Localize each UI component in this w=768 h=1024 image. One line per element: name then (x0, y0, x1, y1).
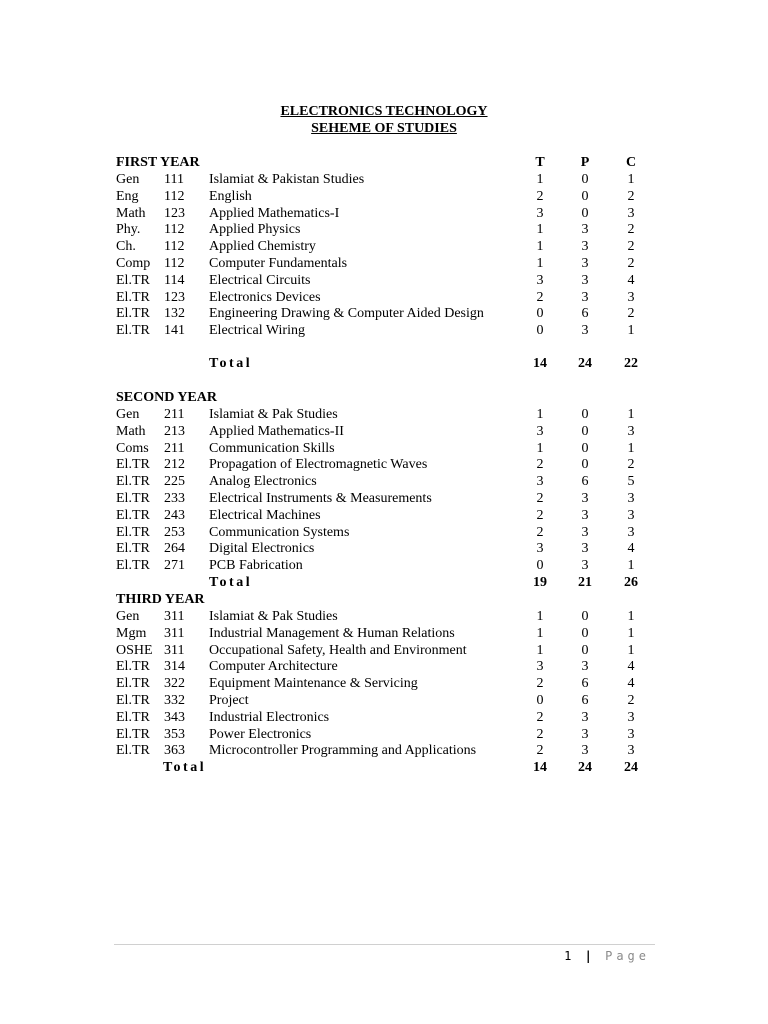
practical-hours: 0 (581, 609, 589, 624)
course-name: Applied Mathematics-I (209, 205, 340, 221)
year-heading: SECOND YEAR (116, 390, 217, 405)
course-dept: Gen (116, 407, 140, 422)
theory-hours: 1 (536, 642, 544, 658)
practical-hours: 6 (581, 474, 589, 490)
course-code: 123 (164, 289, 185, 305)
credit-hours: 3 (627, 507, 635, 523)
practical-hours: 3 (581, 323, 589, 339)
course-row (0, 406, 768, 423)
year-heading: THIRD YEAR (116, 592, 205, 607)
practical-hours: 3 (581, 524, 589, 540)
credit-hours: 1 (627, 440, 635, 456)
theory-hours: 3 (536, 541, 544, 557)
course-name: Electrical Machines (209, 507, 321, 523)
course-name: Communication Skills (209, 440, 335, 456)
course-name: Engineering Drawing & Computer Aided Design (209, 306, 484, 322)
theory-hours: 1 (536, 625, 544, 641)
course-row (0, 238, 768, 255)
credit-hours: 1 (627, 323, 635, 339)
theory-hours: 1 (536, 172, 544, 187)
course-name: Electronics Devices (209, 289, 321, 305)
course-row (0, 557, 768, 574)
credit-hours: 1 (627, 642, 635, 658)
credit-hours: 5 (627, 474, 635, 490)
course-row (0, 322, 768, 339)
theory-hours: 3 (536, 205, 544, 221)
credit-hours: 3 (627, 289, 635, 305)
course-dept: El.TR (116, 726, 150, 742)
credit-hours: 3 (627, 423, 635, 439)
theory-hours: 2 (536, 524, 544, 540)
credit-hours: 2 (627, 239, 635, 255)
page-number: 1 (564, 949, 572, 963)
total-label: Total (163, 760, 207, 775)
theory-hours: 2 (536, 491, 544, 506)
course-code: 363 (164, 743, 185, 759)
course-dept: Gen (116, 172, 140, 187)
theory-hours: 3 (536, 272, 544, 288)
course-dept: El.TR (116, 272, 150, 288)
title-line-2: SEHEME OF STUDIES (311, 121, 457, 136)
course-dept: El.TR (116, 676, 150, 692)
credit-hours: 2 (627, 256, 635, 271)
total-label: Total (209, 356, 253, 371)
course-dept: Phy. (116, 222, 141, 238)
course-row (0, 507, 768, 524)
course-name: Islamiat & Pakistan Studies (209, 172, 365, 187)
course-dept: El.TR (116, 323, 150, 339)
course-row (0, 658, 768, 675)
course-dept: Math (116, 205, 146, 221)
course-name: Computer Architecture (209, 659, 338, 675)
course-code: 322 (164, 676, 185, 692)
theory-hours: 2 (536, 289, 544, 305)
practical-hours: 6 (581, 306, 589, 322)
course-dept: Eng (116, 188, 139, 204)
total-t: 19 (533, 575, 547, 590)
theory-hours: 3 (536, 474, 544, 490)
practical-hours: 0 (581, 423, 589, 439)
course-code: 311 (164, 625, 185, 641)
credit-hours: 2 (627, 693, 635, 708)
total-c: 22 (624, 356, 638, 371)
total-label: Total (209, 575, 253, 590)
course-code: 253 (164, 524, 185, 540)
course-name: Electrical Wiring (209, 323, 305, 339)
practical-hours: 3 (581, 507, 589, 523)
course-dept: El.TR (116, 541, 150, 557)
total-row (0, 574, 768, 591)
credit-hours: 4 (627, 659, 635, 675)
theory-hours: 3 (536, 423, 544, 439)
course-code: 311 (164, 609, 185, 624)
total-row (0, 355, 768, 372)
credit-hours: 1 (627, 609, 635, 624)
total-c: 26 (624, 575, 638, 590)
column-header-p: P (580, 155, 590, 170)
course-code: 141 (164, 323, 185, 339)
theory-hours: 1 (536, 256, 544, 271)
credit-hours: 3 (627, 726, 635, 742)
theory-hours: 3 (536, 659, 544, 675)
practical-hours: 3 (581, 222, 589, 238)
course-code: 211 (164, 440, 185, 456)
course-row (0, 221, 768, 238)
course-code: 264 (164, 541, 185, 557)
year-heading: FIRST YEAR (116, 155, 200, 170)
course-name: Occupational Safety, Health and Environment (209, 642, 467, 658)
course-row (0, 188, 768, 205)
credit-hours: 1 (627, 172, 635, 187)
credit-hours: 2 (627, 457, 635, 473)
practical-hours: 0 (581, 205, 589, 221)
practical-hours: 3 (581, 541, 589, 557)
course-code: 233 (164, 491, 185, 506)
course-name: Digital Electronics (209, 541, 315, 557)
course-dept: Comp (116, 256, 151, 271)
total-p: 24 (578, 356, 592, 371)
course-row (0, 692, 768, 709)
page-label: Page (605, 949, 650, 963)
practical-hours: 3 (581, 256, 589, 271)
course-dept: Math (116, 423, 146, 439)
theory-hours: 2 (536, 507, 544, 523)
course-dept: El.TR (116, 457, 150, 473)
page-footer (564, 948, 650, 964)
course-row (0, 726, 768, 743)
credit-hours: 3 (627, 524, 635, 540)
credit-hours: 1 (627, 558, 635, 574)
practical-hours: 3 (581, 289, 589, 305)
credit-hours: 1 (627, 407, 635, 422)
course-name: English (209, 188, 252, 204)
course-dept: El.TR (116, 306, 150, 322)
theory-hours: 0 (536, 693, 544, 708)
course-code: 112 (164, 188, 185, 204)
course-name: Industrial Electronics (209, 709, 330, 725)
practical-hours: 0 (581, 407, 589, 422)
practical-hours: 0 (581, 642, 589, 658)
course-row (0, 255, 768, 272)
course-name: Communication Systems (209, 524, 350, 540)
credit-hours: 4 (627, 676, 635, 692)
course-name: Applied Physics (209, 222, 301, 238)
course-row (0, 205, 768, 222)
theory-hours: 2 (536, 709, 544, 725)
course-code: 212 (164, 457, 185, 473)
course-dept: El.TR (116, 659, 150, 675)
practical-hours: 3 (581, 709, 589, 725)
theory-hours: 2 (536, 188, 544, 204)
course-code: 271 (164, 558, 185, 574)
document-title (0, 103, 768, 137)
credit-hours: 3 (627, 743, 635, 759)
course-row (0, 540, 768, 557)
credit-hours: 4 (627, 541, 635, 557)
course-dept: El.TR (116, 507, 150, 523)
theory-hours: 0 (536, 558, 544, 574)
total-t: 14 (533, 760, 547, 775)
theory-hours: 2 (536, 457, 544, 473)
course-row (0, 490, 768, 507)
course-code: 112 (164, 256, 185, 271)
course-dept: El.TR (116, 524, 150, 540)
course-dept: Ch. (116, 239, 136, 255)
credit-hours: 2 (627, 222, 635, 238)
practical-hours: 6 (581, 693, 589, 708)
course-name: Propagation of Electromagnetic Waves (209, 457, 428, 473)
course-dept: El.TR (116, 491, 150, 506)
practical-hours: 6 (581, 676, 589, 692)
course-name: Applied Mathematics-II (209, 423, 344, 439)
course-dept: OSHE (116, 642, 153, 658)
course-row (0, 289, 768, 306)
course-row (0, 272, 768, 289)
course-code: 225 (164, 474, 185, 490)
practical-hours: 3 (581, 491, 589, 506)
course-row (0, 473, 768, 490)
practical-hours: 3 (581, 272, 589, 288)
course-code: 243 (164, 507, 185, 523)
practical-hours: 0 (581, 188, 589, 204)
course-name: Applied Chemistry (209, 239, 316, 255)
theory-hours: 1 (536, 222, 544, 238)
theory-hours: 0 (536, 323, 544, 339)
course-row (0, 608, 768, 625)
course-name: Industrial Management & Human Relations (209, 625, 455, 641)
course-name: Equipment Maintenance & Servicing (209, 676, 418, 692)
course-row (0, 675, 768, 692)
total-p: 24 (578, 760, 592, 775)
course-code: 132 (164, 306, 185, 322)
credit-hours: 2 (627, 306, 635, 322)
course-dept: El.TR (116, 558, 150, 574)
course-code: 213 (164, 423, 185, 439)
course-dept: El.TR (116, 289, 150, 305)
course-row (0, 709, 768, 726)
total-c: 24 (624, 760, 638, 775)
course-code: 114 (164, 272, 185, 288)
theory-hours: 2 (536, 743, 544, 759)
course-name: Power Electronics (209, 726, 312, 742)
total-t: 14 (533, 356, 547, 371)
course-code: 353 (164, 726, 185, 742)
column-header-c: C (625, 155, 637, 170)
practical-hours: 3 (581, 743, 589, 759)
total-row (0, 759, 768, 776)
practical-hours: 0 (581, 172, 589, 187)
theory-hours: 1 (536, 239, 544, 255)
practical-hours: 0 (581, 440, 589, 456)
course-row (0, 423, 768, 440)
practical-hours: 3 (581, 239, 589, 255)
course-dept: El.TR (116, 709, 150, 725)
course-code: 343 (164, 709, 185, 725)
course-row (0, 742, 768, 759)
course-code: 112 (164, 222, 185, 238)
theory-hours: 2 (536, 726, 544, 742)
column-header-t: T (535, 155, 545, 170)
course-code: 311 (164, 642, 185, 658)
theory-hours: 0 (536, 306, 544, 322)
course-code: 112 (164, 239, 185, 255)
theory-hours: 2 (536, 676, 544, 692)
course-row (0, 171, 768, 188)
course-name: Project (209, 693, 249, 708)
theory-hours: 1 (536, 407, 544, 422)
course-name: Microcontroller Programming and Applications (209, 743, 477, 759)
theory-hours: 1 (536, 440, 544, 456)
course-dept: El.TR (116, 743, 150, 759)
course-code: 314 (164, 659, 185, 675)
course-row (0, 456, 768, 473)
footer-divider (114, 944, 655, 945)
course-row (0, 642, 768, 659)
practical-hours: 3 (581, 659, 589, 675)
theory-hours: 1 (536, 609, 544, 624)
course-code: 332 (164, 693, 185, 708)
course-name: Islamiat & Pak Studies (209, 407, 338, 422)
course-dept: Gen (116, 609, 140, 624)
course-name: PCB Fabrication (209, 558, 303, 574)
total-p: 21 (578, 575, 592, 590)
course-row (0, 440, 768, 457)
course-code: 211 (164, 407, 185, 422)
title-line-1: ELECTRONICS TECHNOLOGY (280, 104, 488, 119)
course-name: Computer Fundamentals (209, 256, 348, 271)
credit-hours: 3 (627, 491, 635, 506)
credit-hours: 3 (627, 709, 635, 725)
course-code: 123 (164, 205, 185, 221)
course-row (0, 524, 768, 541)
course-dept: Coms (116, 440, 149, 456)
credit-hours: 4 (627, 272, 635, 288)
course-name: Electrical Circuits (209, 272, 311, 288)
credit-hours: 1 (627, 625, 635, 641)
course-name: Analog Electronics (209, 474, 317, 490)
practical-hours: 3 (581, 558, 589, 574)
credit-hours: 3 (627, 205, 635, 221)
course-code: 111 (164, 172, 184, 187)
course-dept: El.TR (116, 693, 150, 708)
page-separator: | (584, 949, 592, 963)
practical-hours: 3 (581, 726, 589, 742)
course-dept: Mgm (116, 625, 147, 641)
course-row (0, 625, 768, 642)
course-name: Electrical Instruments & Measurements (209, 491, 432, 506)
practical-hours: 0 (581, 625, 589, 641)
course-dept: El.TR (116, 474, 150, 490)
credit-hours: 2 (627, 188, 635, 204)
course-row (0, 305, 768, 322)
practical-hours: 0 (581, 457, 589, 473)
course-name: Islamiat & Pak Studies (209, 609, 338, 624)
